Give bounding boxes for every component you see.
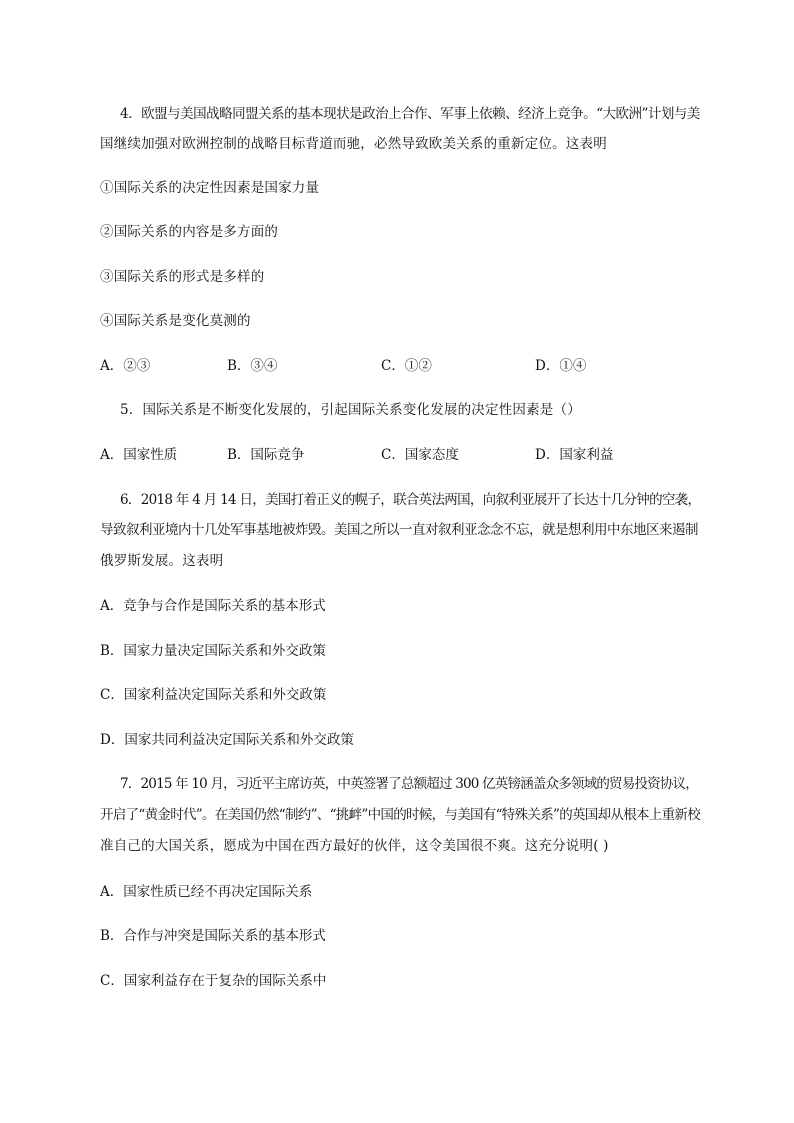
- q7-stem-line-3: 准自己的大国关系，愿成为中国在西方最好的伙伴，这令美国很不爽。这充分说明( ): [100, 838, 609, 854]
- q5-stem: 5．国际关系是不断变化发展的，引起国际关系变化发展的决定性因素是（）: [120, 402, 581, 418]
- q6-option-a: A．竞争与合作是国际关系的基本形式: [100, 598, 326, 614]
- q4-option-a: A．②③: [100, 358, 151, 374]
- q6-option-c: C．国家利益决定国际关系和外交政策: [100, 687, 327, 703]
- q6-stem-line-2: 导致叙利亚境内十几处军事基地被炸毁。美国之所以一直对叙利亚念念不忘，就是想利用中东地区来遏制: [100, 522, 698, 538]
- q6-stem-line-1: 6．2018 年 4 月 14 日，美国打着正义的幌子，联合英法两国，向叙利亚展开了长达十几分钟的空袭，: [120, 492, 701, 508]
- q7-option-b: B．合作与冲突是国际关系的基本形式: [100, 928, 326, 944]
- q7-option-a: A．国家性质已经不再决定国际关系: [100, 884, 313, 900]
- q4-statement-3: ③国际关系的形式是多样的: [100, 269, 265, 285]
- q7-stem-line-1: 7．2015 年 10 月，习近平主席访英，中英签署了总额超过 300 亿英镑涵盖众多领域的贸易投资协议，: [120, 776, 698, 792]
- q4-statement-1: ①国际关系的决定性因素是国家力量: [100, 180, 320, 196]
- q4-stem-line-1: 4．欧盟与美国战略同盟关系的基本现状是政治上合作、军事上依赖、经济上竞争。“大欧洲”计划与美: [120, 106, 700, 122]
- q4-stem-line-2: 国继续加强对欧洲控制的战略目标背道而驰，必然导致欧美关系的重新定位。这表明: [100, 136, 607, 152]
- q6-option-b: B．国家力量决定国际关系和外交政策: [100, 643, 326, 659]
- q5-option-c: C．国家态度: [381, 447, 459, 463]
- q4-option-d: D．①④: [535, 358, 587, 374]
- q5-option-a: A．国家性质: [100, 447, 178, 463]
- q5-option-d: D．国家利益: [535, 447, 614, 463]
- q4-option-b: B．③④: [227, 358, 278, 374]
- q4-statement-4: ④国际关系是变化莫测的: [100, 313, 251, 329]
- q5-option-b: B．国际竞争: [227, 447, 305, 463]
- q7-stem-line-2: 开启了“黄金时代”。在美国仍然“制约”、“挑衅”中国的时候，与美国有“特殊关系”的英国却从根本上重新校: [100, 807, 701, 823]
- q7-option-c: C．国家利益存在于复杂的国际关系中: [100, 973, 327, 989]
- q4-option-c: C．①②: [381, 358, 432, 374]
- q6-stem-line-3: 俄罗斯发展。这表明: [100, 553, 224, 569]
- q4-statement-2: ②国际关系的内容是多方面的: [100, 224, 279, 240]
- q6-option-d: D．国家共同利益决定国际关系和外交政策: [100, 732, 354, 748]
